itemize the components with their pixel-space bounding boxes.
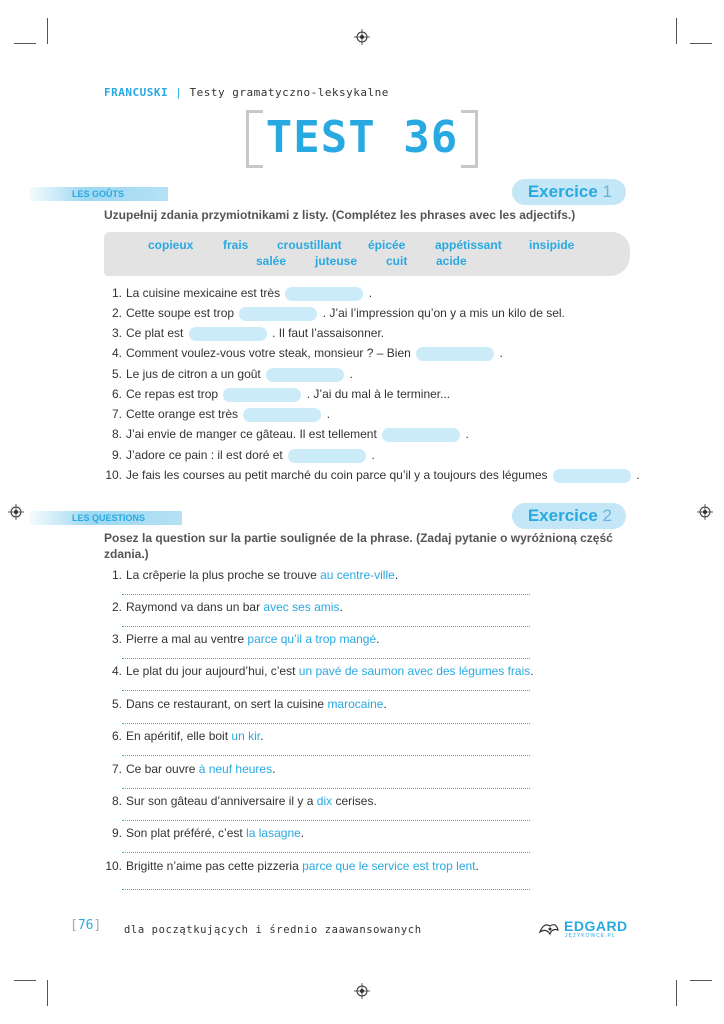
- answer-line[interactable]: [122, 690, 530, 691]
- answer-line[interactable]: [122, 723, 530, 724]
- exercise-2-label: [512, 503, 626, 529]
- item-number: 1.: [111, 568, 122, 582]
- footer-text: dla początkujących i średnio zaawansowanych: [124, 924, 422, 936]
- publisher-logo: [538, 916, 628, 942]
- exercise-2-item: [104, 794, 377, 808]
- exercise-number: 2: [602, 506, 612, 525]
- answer-blank[interactable]: [243, 408, 321, 422]
- exercise-2-item: [104, 632, 379, 646]
- item-text-end: .: [326, 407, 331, 421]
- item-text-end: .: [300, 826, 305, 840]
- section-tab-les-questions: [30, 511, 182, 525]
- registration-mark-icon: [354, 29, 370, 45]
- exercise-2-item: [104, 729, 263, 743]
- item-text: En apéritif, elle boit: [126, 729, 232, 743]
- highlighted-part: la lasagne: [246, 826, 301, 840]
- highlighted-part: un kir: [231, 729, 261, 743]
- page-number-value: 76: [77, 918, 94, 933]
- crop-mark: [14, 43, 36, 44]
- answer-blank[interactable]: [288, 449, 366, 463]
- answer-blank[interactable]: [382, 428, 460, 442]
- item-text-end: . Il faut l’assaisonner.: [272, 326, 385, 340]
- exercise-2-item: [104, 762, 275, 776]
- exercise-1-item: [104, 448, 375, 463]
- crop-mark: [47, 18, 48, 44]
- exercise-1-item: [104, 387, 450, 402]
- item-text: Le jus de citron a un goût: [126, 367, 261, 381]
- registration-mark-icon: [354, 983, 370, 999]
- item-text: J’ai envie de manger ce gâteau. Il est tellement: [126, 427, 377, 441]
- word-bank-item: juteuse: [315, 254, 358, 268]
- page-number: [76]: [70, 918, 102, 933]
- test-title: TEST 36: [265, 112, 459, 163]
- exercise-2-instruction: [104, 530, 634, 562]
- item-number: 10.: [105, 468, 122, 482]
- item-text: Ce repas est trop: [126, 387, 219, 401]
- answer-line[interactable]: [122, 658, 530, 659]
- exercise-word: Exercice: [527, 182, 598, 201]
- item-text: Le plat du jour aujourd’hui, c’est: [126, 664, 299, 678]
- instruction-line: zdania.): [104, 547, 149, 561]
- word-bank-item: cuit: [386, 254, 408, 268]
- subject-label: FRANCUSKI: [104, 86, 169, 99]
- owl-icon: [538, 920, 560, 938]
- word-bank-item: insipide: [529, 238, 575, 252]
- registration-mark-icon: [697, 504, 713, 520]
- item-text: Ce plat est: [126, 326, 184, 340]
- answer-line[interactable]: [122, 755, 530, 756]
- answer-blank[interactable]: [553, 469, 631, 483]
- exercise-1-instruction: Uzupełnij zdania przymiotnikami z listy. (Complétez les phrases avec les adjectifs.): [104, 208, 576, 222]
- word-bank-item: acide: [436, 254, 467, 268]
- item-text-end: . J’ai du mal à le terminer...: [306, 387, 451, 401]
- item-number: 7.: [111, 407, 122, 421]
- item-text: La crêperie la plus proche se trouve: [126, 568, 321, 582]
- highlighted-part: parce qu’il a trop mangé: [247, 632, 377, 646]
- item-number: 3.: [111, 326, 122, 340]
- word-bank-item: copieux: [148, 238, 194, 252]
- answer-blank[interactable]: [416, 347, 494, 361]
- answer-blank[interactable]: [239, 307, 317, 321]
- answer-line[interactable]: [122, 820, 530, 821]
- answer-line[interactable]: [122, 594, 530, 595]
- highlighted-part: parce que le service est trop lent: [302, 859, 476, 873]
- exercise-1-item: [104, 407, 330, 422]
- item-text: Sur son gâteau d’anniversaire il y a: [126, 794, 317, 808]
- word-bank-item: croustillant: [277, 238, 342, 252]
- highlighted-part: dix: [316, 794, 333, 808]
- answer-blank[interactable]: [223, 388, 301, 402]
- crop-mark: [690, 980, 712, 981]
- crop-mark: [676, 980, 677, 1006]
- exercise-word: Exercice: [527, 506, 598, 525]
- item-text-end: .: [394, 568, 399, 582]
- item-text-end: .: [383, 697, 387, 711]
- highlighted-part: avec ses amis: [263, 600, 340, 614]
- item-text: Brigitte n’aime pas cette pizzeria: [126, 859, 303, 873]
- item-number: 2.: [111, 600, 122, 614]
- item-number: 1.: [111, 286, 122, 300]
- exercise-1-item: [104, 367, 353, 382]
- item-text: La cuisine mexicaine est très: [126, 286, 281, 300]
- item-number: 4.: [111, 664, 122, 678]
- crop-mark: [14, 980, 36, 981]
- exercise-1-item: [104, 346, 503, 361]
- item-text-end: .: [376, 632, 380, 646]
- item-text-end: .: [465, 427, 469, 441]
- item-number: 7.: [111, 762, 122, 776]
- exercise-1-item: [104, 427, 469, 442]
- item-number: 8.: [111, 427, 122, 441]
- item-number: 10.: [105, 859, 122, 873]
- word-bank-item: salée: [256, 254, 287, 268]
- item-number: 5.: [111, 697, 122, 711]
- instruction-line: Posez la question sur la partie soulignée de la phrase. (Zadaj pytanie o wyróżnioną część: [104, 531, 613, 545]
- item-number: 6.: [111, 729, 122, 743]
- item-text-end: .: [499, 346, 503, 360]
- exercise-1-label: [512, 179, 626, 205]
- answer-line[interactable]: [122, 889, 530, 890]
- item-number: 8.: [111, 794, 122, 808]
- exercise-number: 1: [602, 182, 612, 201]
- item-text-end: . J’ai l’impression qu’on y a mis un kilo de sel.: [322, 306, 565, 320]
- item-text: Je fais les courses au petit marché du coin parce qu’il y a toujours des légumes: [126, 468, 548, 482]
- exercise-2-item: [104, 859, 479, 873]
- exercise-2-item: [104, 568, 398, 582]
- item-number: 9.: [111, 448, 122, 462]
- word-bank-item: épicée: [368, 238, 406, 252]
- exercise-2-item: [104, 826, 304, 840]
- answer-line[interactable]: [122, 626, 530, 627]
- item-text-end: .: [349, 367, 353, 381]
- item-text: Cette soupe est trop: [126, 306, 235, 320]
- logo-subtext: JĘZYKOWCE.PL: [565, 933, 616, 939]
- running-header: [104, 86, 389, 99]
- answer-blank[interactable]: [285, 287, 363, 301]
- answer-line[interactable]: [122, 788, 530, 789]
- exercise-1-item: [104, 286, 372, 301]
- exercise-1-item: [104, 468, 640, 483]
- item-text-end: .: [272, 762, 276, 776]
- item-text-end: .: [530, 664, 534, 678]
- item-text-end: cerises.: [332, 794, 377, 808]
- item-text: Dans ce restaurant, on sert la cuisine: [126, 697, 328, 711]
- section-label: LES QUESTIONS: [72, 513, 146, 523]
- word-bank: [104, 232, 630, 276]
- answer-line[interactable]: [122, 852, 530, 853]
- item-text: Comment voulez-vous votre steak, monsieur ? – Bien: [126, 346, 411, 360]
- word-bank-item: appétissant: [435, 238, 502, 252]
- book-subtitle: Testy gramatyczno-leksykalne: [189, 86, 389, 99]
- item-number: 2.: [111, 306, 122, 320]
- section-label: LES GOÛTS: [72, 189, 125, 199]
- item-number: 9.: [111, 826, 122, 840]
- item-text-end: .: [371, 448, 375, 462]
- crop-mark: [676, 18, 677, 44]
- highlighted-part: à neuf heures: [198, 762, 273, 776]
- item-number: 5.: [111, 367, 122, 381]
- highlighted-part: au centre-ville: [320, 568, 395, 582]
- item-number: 4.: [111, 346, 122, 360]
- item-text-end: .: [260, 729, 264, 743]
- item-text: Ce bar ouvre: [126, 762, 199, 776]
- answer-blank[interactable]: [189, 327, 267, 341]
- item-number: 6.: [111, 387, 122, 401]
- item-text-end: .: [636, 468, 640, 482]
- item-text-end: .: [368, 286, 373, 300]
- subject-separator: |: [175, 86, 183, 99]
- crop-mark: [690, 43, 712, 44]
- item-text-end: .: [339, 600, 343, 614]
- word-bank-item: frais: [223, 238, 249, 252]
- registration-mark-icon: [8, 504, 24, 520]
- item-text: Raymond va dans un bar: [126, 600, 264, 614]
- answer-blank[interactable]: [266, 368, 344, 382]
- item-text: Son plat préféré, c’est: [126, 826, 247, 840]
- section-tab-les-gouts: [30, 187, 168, 201]
- item-text: Cette orange est très: [126, 407, 239, 421]
- item-number: 3.: [111, 632, 122, 646]
- highlighted-part: un pavé de saumon avec des légumes frais: [298, 664, 531, 678]
- exercise-2-item: [104, 697, 387, 711]
- highlighted-part: marocaine: [327, 697, 384, 711]
- exercise-2-item: [104, 600, 343, 614]
- crop-mark: [47, 980, 48, 1006]
- test-title-block: [246, 108, 478, 164]
- item-text: J’adore ce pain : il est doré et: [126, 448, 283, 462]
- logo-text: EDGARD: [564, 918, 628, 934]
- exercise-1-item: [104, 306, 565, 321]
- exercise-1-item: [104, 326, 384, 341]
- exercise-2-item: [104, 664, 534, 678]
- item-text-end: .: [475, 859, 479, 873]
- item-text: Pierre a mal au ventre: [126, 632, 248, 646]
